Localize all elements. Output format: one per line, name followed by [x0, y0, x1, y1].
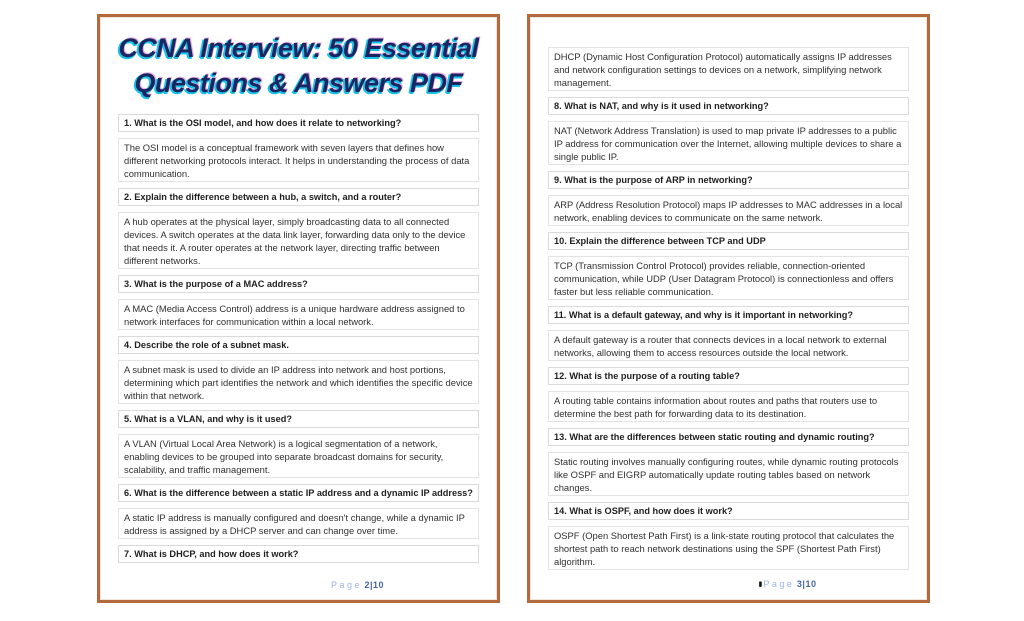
question-box: 12. What is the purpose of a routing table? — [548, 367, 909, 385]
answer-box: Static routing involves manually configuring routes, while dynamic routing protocols like OSPF and EIGRP automatically update routing tables based on network changes. — [548, 452, 909, 496]
answer-box: NAT (Network Address Translation) is used to map private IP addresses to a public IP address for communication over the Internet, allowing multiple devices to share a single public IP. — [548, 121, 909, 165]
question-box: 9. What is the purpose of ARP in networking? — [548, 171, 909, 189]
footer-page-number: 3|10 — [796, 579, 817, 589]
answer-box: The OSI model is a conceptual framework with seven layers that defines how different networking protocols interact. It helps in understanding the process of data communication. — [118, 138, 479, 182]
footer-page-label: Page — [763, 579, 795, 589]
answer-box: A subnet mask is used to divide an IP address into network and host portions, determining which part identifies the network and which identifies the specific device within that network. — [118, 360, 479, 404]
question-box: 6. What is the difference between a static IP address and a dynamic IP address? — [118, 484, 479, 502]
question-box: 3. What is the purpose of a MAC address? — [118, 275, 479, 293]
title-line-2: Questions & Answers PDF — [134, 68, 463, 98]
question-box: 8. What is NAT, and why is it used in networking? — [548, 97, 909, 115]
page-footer-2 — [118, 579, 479, 592]
answer-box: DHCP (Dynamic Host Configuration Protocol) automatically assigns IP addresses and network configuration settings to devices on a network, simplifying network management. — [548, 47, 909, 91]
question-box: 11. What is a default gateway, and why is it important in networking? — [548, 306, 909, 324]
question-box: 5. What is a VLAN, and why is it used? — [118, 410, 479, 428]
answer-box: A static IP address is manually configured and doesn't change, while a dynamic IP address is assigned by a DHCP server and can change over time. — [118, 508, 479, 539]
answer-box: A default gateway is a router that connects devices in a local network to external networks, allowing them to access resources outside the local network. — [548, 330, 909, 361]
pdf-page-2 — [97, 14, 500, 603]
question-box: 14. What is OSPF, and how does it work? — [548, 502, 909, 520]
answer-box: A MAC (Media Access Control) address is a unique hardware address assigned to network interfaces for communication within a local network. — [118, 299, 479, 330]
title-line-1: CCNA Interview: 50 Essential — [118, 33, 479, 63]
answer-box: OSPF (Open Shortest Path First) is a link-state routing protocol that calculates the shortest path to reach network destinations using the SPF (Shortest Path First) algorithm. — [548, 526, 909, 570]
document-title — [118, 31, 479, 101]
answer-box: A VLAN (Virtual Local Area Network) is a logical segmentation of a network, enabling devices to be grouped into separate broadcast domains for security, scalability, and traffic management. — [118, 434, 479, 478]
footer-page-label: Page — [330, 580, 362, 590]
qa-list-page-2 — [118, 114, 479, 563]
pdf-page-3 — [527, 14, 930, 603]
question-box: 4. Describe the role of a subnet mask. — [118, 336, 479, 354]
answer-box: ARP (Address Resolution Protocol) maps IP addresses to MAC addresses in a local network, enabling devices to communicate on the same network. — [548, 195, 909, 226]
answer-box: TCP (Transmission Control Protocol) provides reliable, connection-oriented communication, while UDP (User Datagram Protocol) is connectionless and offers faster but less reliable communication. — [548, 256, 909, 300]
page-footer-3 — [548, 578, 909, 592]
answer-box: A routing table contains information about routes and paths that routers use to determine the best path for forwarding data to its destination. — [548, 391, 909, 422]
qa-list-page-3 — [548, 23, 909, 570]
question-box: 10. Explain the difference between TCP and UDP — [548, 232, 909, 250]
footer-marker: ▮ — [758, 581, 763, 588]
question-box: 2. Explain the difference between a hub, a switch, and a router? — [118, 188, 479, 206]
question-box: 1. What is the OSI model, and how does it relate to networking? — [118, 114, 479, 132]
question-box: 13. What are the differences between static routing and dynamic routing? — [548, 428, 909, 446]
answer-box: A hub operates at the physical layer, simply broadcasting data to all connected devices. A switch operates at the data link layer, forwarding data only to the device that needs it. A router operates at the network layer, directing traffic between different networks. — [118, 212, 479, 269]
footer-page-number: 2|10 — [364, 580, 385, 590]
question-box: 7. What is DHCP, and how does it work? — [118, 545, 479, 563]
